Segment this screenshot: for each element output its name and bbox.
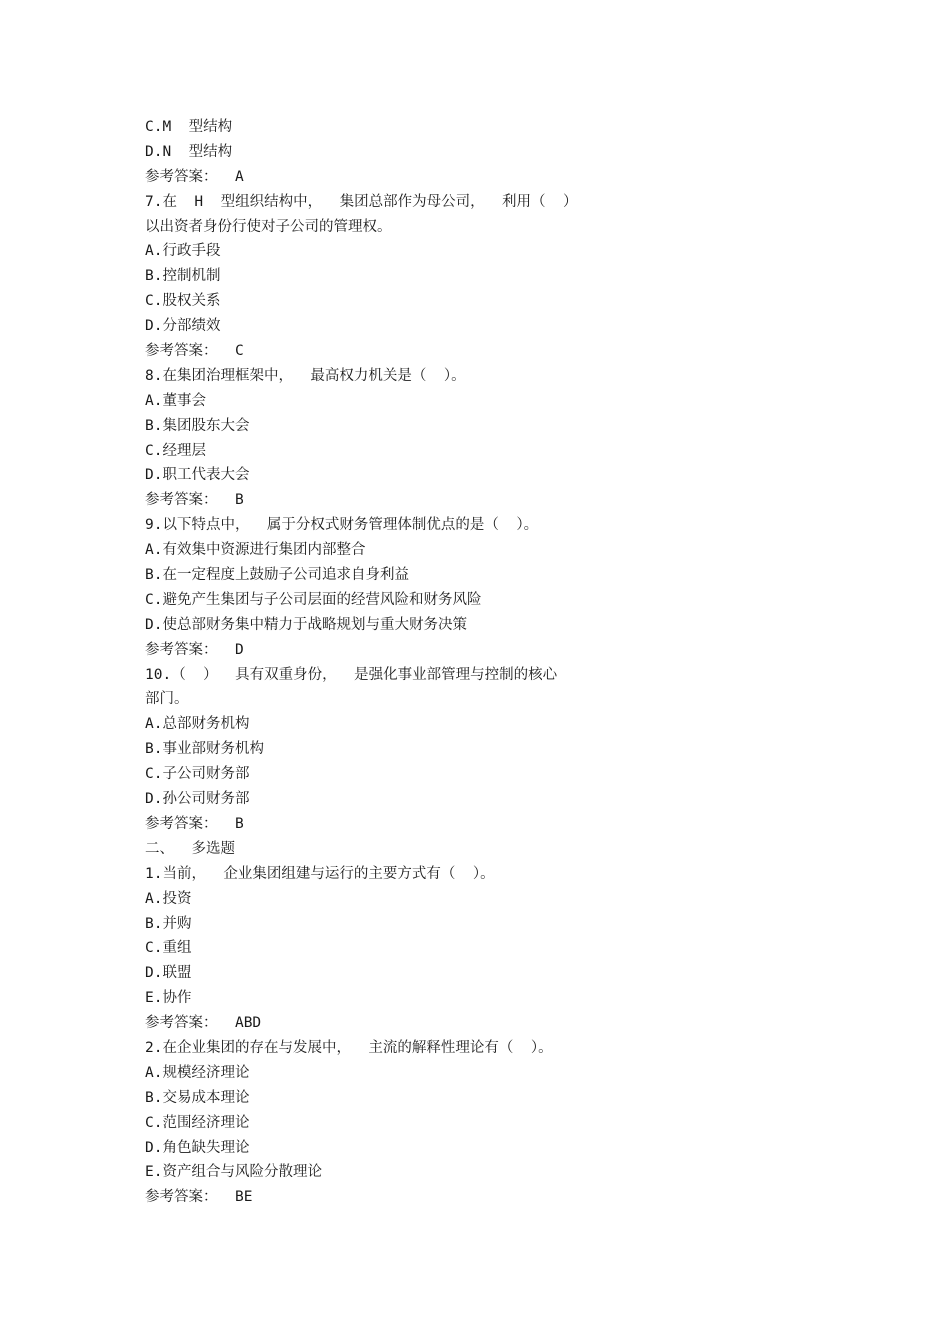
text-line: C.范围经济理论: [145, 1114, 250, 1131]
text-line: B.并购: [145, 915, 192, 932]
text-line: C.M 型结构: [145, 119, 233, 135]
text-line: C.避免产生集团与子公司层面的经营风险和财务风险: [145, 591, 482, 608]
text-line: 参考答案： A: [145, 168, 244, 185]
text-line: D.角色缺失理论: [145, 1139, 250, 1156]
text-line: 参考答案： C: [145, 343, 244, 360]
text-line: A.行政手段: [145, 243, 221, 260]
text-line: C.重组: [145, 940, 192, 957]
text-line: D.N 型结构: [145, 143, 233, 160]
text-line: A.董事会: [145, 392, 206, 409]
text-line: E.协作: [145, 990, 192, 1007]
text-line: B.在一定程度上鼓励子公司追求自身利益: [145, 567, 409, 584]
document-body: [145, 115, 605, 1210]
text-line: D.职工代表大会: [145, 467, 250, 484]
text-line: A.规模经济理论: [145, 1064, 250, 1081]
text-line: 参考答案： ABD: [145, 1015, 262, 1032]
text-line: C.股权关系: [145, 293, 221, 310]
text-line: D.孙公司财务部: [145, 791, 250, 808]
text-line: D.联盟: [145, 965, 192, 982]
text-line: 部门。: [145, 691, 189, 708]
text-line: 1.当前， 企业集团组建与运行的主要方式有（ ）。: [145, 865, 495, 882]
text-line: 参考答案： BE: [145, 1189, 253, 1206]
text-line: B.控制机制: [145, 268, 221, 285]
text-line: A.总部财务机构: [145, 716, 250, 733]
text-line: 参考答案： B: [145, 815, 244, 832]
text-line: B.交易成本理论: [145, 1089, 250, 1106]
text-line: 7.在 H 型组织结构中， 集团总部作为母公司， 利用（ ）: [145, 193, 578, 210]
text-line: 二、 多选题: [145, 840, 235, 857]
text-line: D.使总部财务集中精力于战略规划与重大财务决策: [145, 616, 467, 633]
text-line: 以出资者身份行使对子公司的管理权。: [145, 218, 392, 235]
text-line: B.事业部财务机构: [145, 741, 264, 758]
text-line: 9.以下特点中， 属于分权式财务管理体制优点的是（ ）。: [145, 517, 539, 534]
text-line: 2.在企业集团的存在与发展中， 主流的解释性理论有（ ）。: [145, 1039, 553, 1056]
text-line: C.经理层: [145, 442, 206, 459]
text-line: C.子公司财务部: [145, 766, 250, 783]
text-line: E.资产组合与风险分散理论: [145, 1164, 322, 1181]
text-line: 8.在集团治理框架中， 最高权力机关是（ ）。: [145, 367, 466, 384]
text-line: B.集团股东大会: [145, 417, 250, 434]
text-line: 参考答案： D: [145, 641, 244, 658]
text-line: 参考答案： B: [145, 492, 244, 509]
text-line: A.投资: [145, 890, 192, 907]
text-line: D.分部绩效: [145, 318, 221, 335]
text-line: 10.（ ） 具有双重身份， 是强化事业部管理与控制的核心: [145, 666, 558, 683]
text-line: A.有效集中资源进行集团内部整合: [145, 542, 366, 559]
